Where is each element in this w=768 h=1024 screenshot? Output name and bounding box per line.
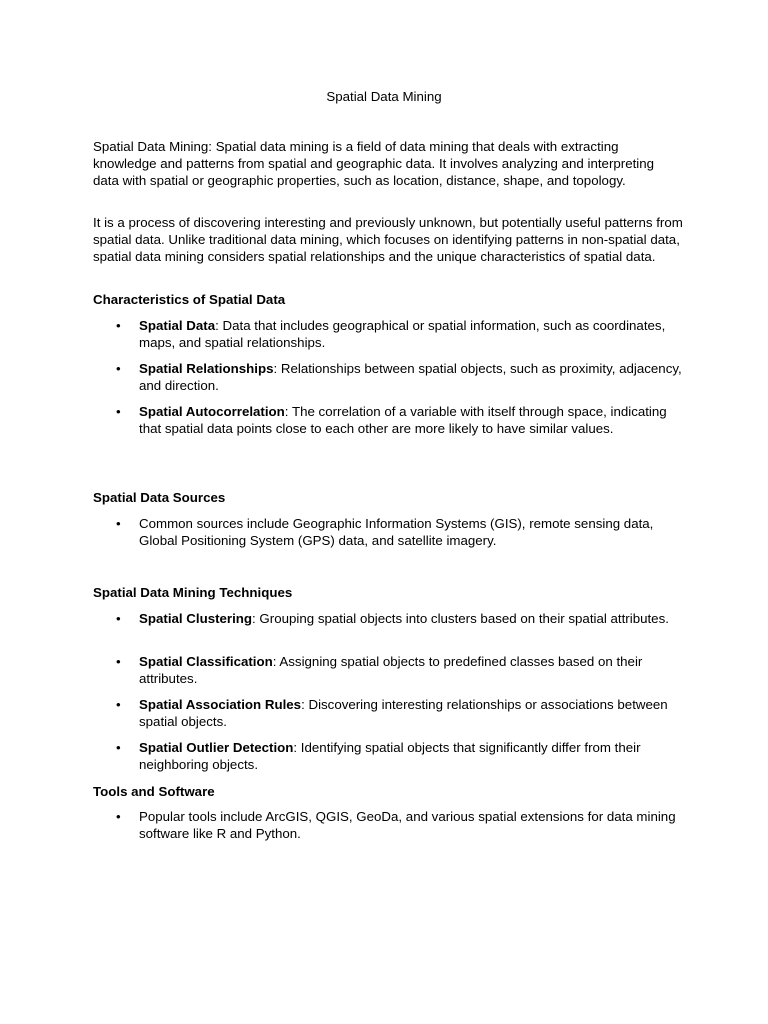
list-item-text: : Assigning spatial objects to predefined classes based on their attributes.: [139, 654, 643, 686]
list-item: [116, 611, 684, 628]
list-item-term: Spatial Classification: [139, 654, 273, 669]
bullet-icon: •: [116, 809, 121, 824]
list-item: [116, 516, 684, 550]
bullet-icon: •: [116, 516, 121, 531]
list-item: [116, 318, 684, 352]
list-item-term: Spatial Association Rules: [139, 697, 302, 712]
list-item: [116, 809, 684, 843]
list-item-text: Popular tools include ArcGIS, QGIS, GeoDa, and various spatial extensions for data mining software like R and Python.: [139, 809, 676, 841]
bullet-icon: •: [116, 361, 121, 376]
list-item-text: : The correlation of a variable with itself through space, indicating that spatial data points close to each other are more likely to have similar values.: [139, 404, 667, 436]
heading-tools: Tools and Software: [93, 784, 215, 799]
list-item: [116, 740, 684, 774]
heading-techniques: Spatial Data Mining Techniques: [93, 585, 293, 600]
list-item: [116, 654, 684, 688]
bullet-icon: •: [116, 654, 121, 669]
list-item-term: Spatial Clustering: [139, 611, 253, 626]
intro-paragraph-2: It is a process of discovering interesting and previously unknown, but potentially useful patterns from spatial data. Unlike traditional data mining, which focuses on identifying patterns in non-spatial data, spatial data mining considers spatial relationships and the unique characteristics of spatial data.: [93, 215, 683, 264]
bullet-icon: •: [116, 404, 121, 419]
heading-sources: Spatial Data Sources: [93, 490, 226, 505]
list-item-term: Spatial Data: [139, 318, 216, 333]
list-item: [116, 361, 684, 395]
intro-paragraph-1: Spatial Data Mining: Spatial data mining is a field of data mining that deals with extracting knowledge and patterns from spatial and geographic data. It involves analyzing and interpreting data with spatial or geographic properties, such as location, distance, shape, and topology.: [93, 139, 655, 188]
list-item-term: Spatial Relationships: [139, 361, 274, 376]
list-item: [116, 697, 684, 731]
bullet-icon: •: [116, 697, 121, 712]
list-item-term: Spatial Outlier Detection: [139, 740, 294, 755]
bullet-icon: •: [116, 740, 121, 755]
list-item-text: : Identifying spatial objects that significantly differ from their neighboring objects.: [139, 740, 641, 772]
list-item: [116, 404, 684, 438]
document-title: Spatial Data Mining: [326, 89, 442, 104]
bullet-icon: •: [116, 611, 121, 626]
bullet-icon: •: [116, 318, 121, 333]
heading-characteristics: Characteristics of Spatial Data: [93, 292, 286, 307]
list-item-text: : Grouping spatial objects into clusters based on their spatial attributes.: [252, 611, 669, 626]
list-item-text: : Relationships between spatial objects, such as proximity, adjacency, and direction.: [139, 361, 682, 393]
list-item-text: : Data that includes geographical or spatial information, such as coordinates, maps, and spatial relationships.: [139, 318, 666, 350]
list-item-text: Common sources include Geographic Information Systems (GIS), remote sensing data, Global Positioning System (GPS) data, and satellite imagery.: [139, 516, 654, 548]
list-item-term: Spatial Autocorrelation: [139, 404, 285, 419]
list-item-text: : Discovering interesting relationships or associations between spatial objects.: [139, 697, 668, 729]
